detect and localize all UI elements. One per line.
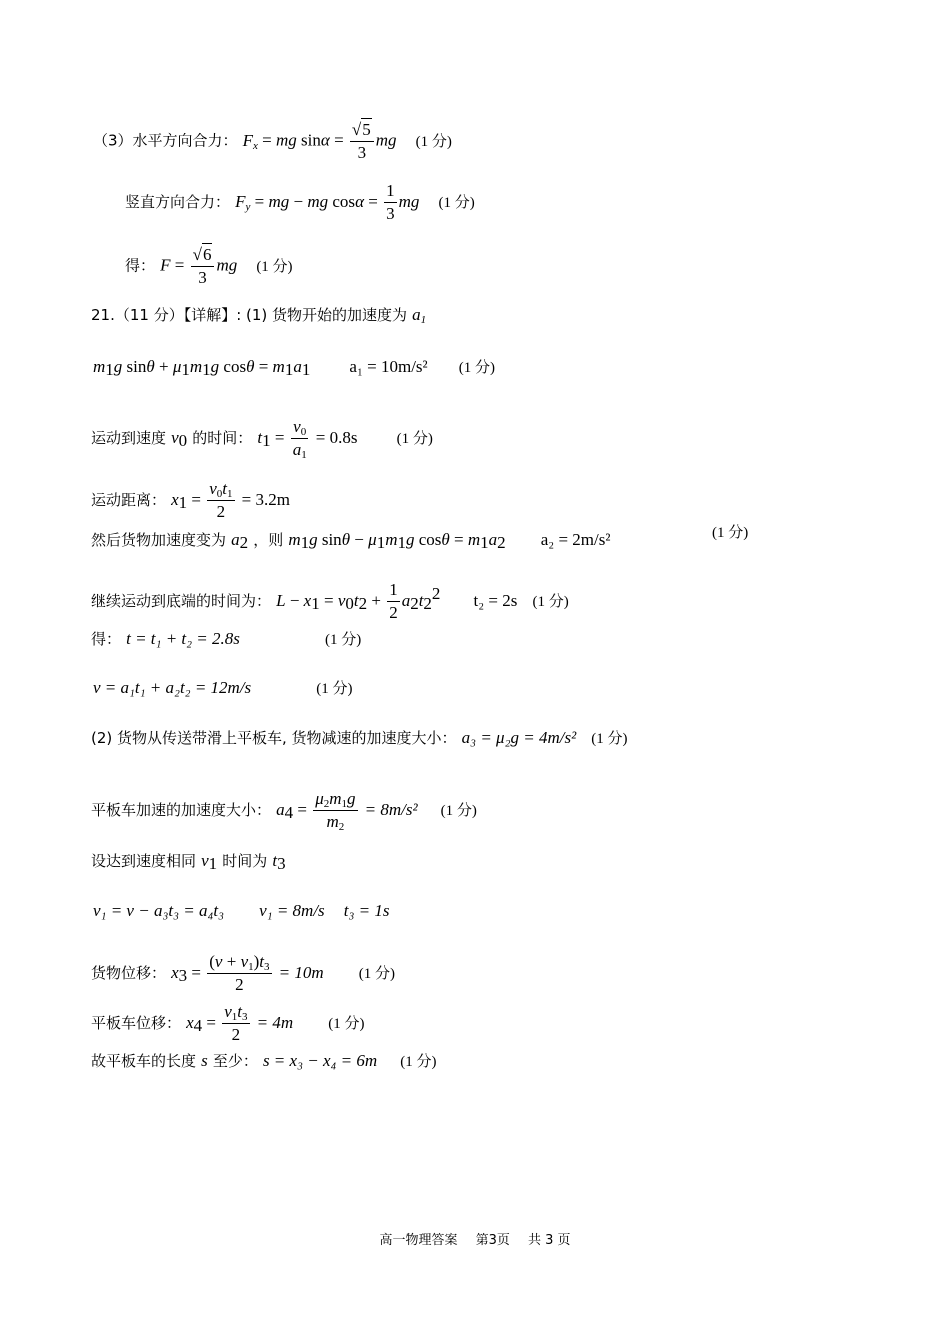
fraction: $\frac{v_0t_1}{2}$ bbox=[209, 479, 233, 521]
fraction: $\frac{v_1t_3}{2}$ bbox=[224, 1002, 248, 1044]
page-footer bbox=[0, 1229, 950, 1248]
score: (1 分) bbox=[415, 133, 452, 150]
q21-x4-line: 平板车位移： $x_4$ = $\frac{v_1t_3}{2}$ = 4m (1 分) bbox=[91, 1002, 365, 1044]
q21-v1-line: v₁ = v − a₃t₃ = a₄t₃ v₁ = 8m/s t₃ = 1s bbox=[93, 901, 390, 920]
q21-x1-line: 运动距离： $x_1$ = $\frac{v_0t_1}{2}$ = 3.2m bbox=[91, 479, 290, 521]
score: (1 分) bbox=[440, 803, 477, 819]
sec3-horizontal-line: （3）水平方向合力： $F_x$ = mg sinα = √ 5 3 mg (1 分) bbox=[93, 120, 452, 162]
score: (1 分) bbox=[532, 594, 569, 610]
fraction: $\frac{1}{3}$ bbox=[386, 181, 395, 223]
footer-page: 第3页 bbox=[475, 1233, 510, 1248]
q21-eq-a1: $m_1g$ $\sin\theta + \mu_1m_1g$ $\cos\theta = m_1a_1$ a₁ = 10m/s² (1 分) bbox=[93, 357, 495, 379]
sec3-result-line: 得： F = √ 6 3 mg (1 分) bbox=[125, 245, 293, 287]
score: (1 分) bbox=[324, 632, 362, 648]
q21-x3-line: 货物位移： $x_3$ = $\frac{(v + v_1)t_3}{2}$ = 10m (1 分) bbox=[91, 952, 395, 994]
q21-header: 21.（11 分）【详解】: (1) 货物开始的加速度为 $a_1$ bbox=[91, 305, 427, 326]
q21-t-line: 得： t = t₁ + t₂ = 2.8s (1 分) bbox=[91, 629, 362, 648]
score: (1 分) bbox=[458, 360, 495, 376]
fraction: √ 5 3 bbox=[350, 118, 374, 164]
score: (1 分) bbox=[712, 525, 749, 541]
score: (1 分) bbox=[328, 1016, 365, 1032]
score: (1 分) bbox=[400, 1054, 437, 1070]
q21-s-line: 故平板车的长度 s 至少： s = x₃ − x₄ = 6m (1 分) bbox=[91, 1051, 437, 1070]
score: (1 分) bbox=[396, 431, 433, 447]
fraction: √ 6 3 bbox=[191, 243, 215, 289]
score: (1 分) bbox=[316, 681, 353, 697]
sec3-vertical-line: 竖直方向合力： $F_y$ = mg − mg cosα = $\frac{1}{3}$ mg (1 分) bbox=[125, 181, 475, 223]
fraction: $\frac{\mu_2m_1g}{m_2}$ bbox=[315, 789, 356, 833]
fraction: $\frac{1}{2}$ bbox=[389, 580, 398, 622]
q21-a4-line: 平板车加速的加速度大小： $a_4$ = $\frac{\mu_2m_1g}{m_2}$ = 8m/s² (1 分) bbox=[91, 789, 477, 833]
score: (1 分) bbox=[591, 731, 628, 747]
score: (1 分) bbox=[438, 195, 475, 211]
score: (1 分) bbox=[256, 258, 293, 275]
q21-t2-line: 继续运动到底端的时间为： $L - x_1 = v_0t_2$ + $\frac{1}{2}$ $a_2t_2^2$ t₂ = 2s (1 分) bbox=[91, 580, 569, 622]
footer-subject: 高一物理答案 bbox=[379, 1233, 458, 1248]
q21-t1-line: 运动到速度 $v_0$ 的时间： $t_1$ = $\frac{v_0}{a_1}$ = 0.8s (1 分) bbox=[91, 417, 433, 461]
q21-v-line: v = a₁t₁ + a₂t₂ = 12m/s (1 分) bbox=[93, 678, 353, 697]
footer-total: 共 3 页 bbox=[528, 1233, 571, 1248]
score: (1 分) bbox=[358, 966, 395, 982]
fraction: $\frac{(v + v_1)t_3}{2}$ bbox=[209, 952, 270, 994]
fraction: $\frac{v_0}{a_1}$ bbox=[292, 417, 307, 461]
q21-a2-line: 然后货物加速度变为 $a_2$ ，则 $m_1g$ $\sin\theta - \mu_1m_1g$ $\cos\theta = m_1a_2$ a₂ = 2m/s² bbox=[91, 530, 611, 552]
q21-t3-label: 设达到速度相同 $v_1$ 时间为 $t_3$ bbox=[91, 851, 286, 873]
q21-a3-line: (2) 货物从传送带滑上平板车, 货物减速的加速度大小： a₃ = μ₂g = 4m/s² (1 分) bbox=[91, 728, 628, 747]
